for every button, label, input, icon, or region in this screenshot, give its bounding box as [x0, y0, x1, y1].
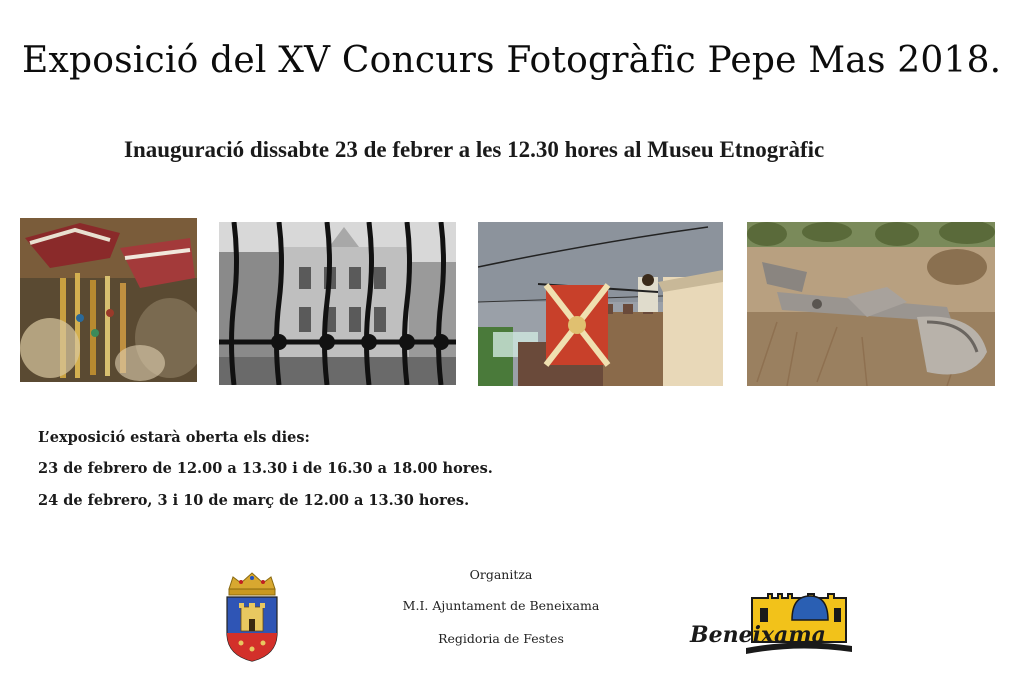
inauguration-subtitle: Inauguració dissabte 23 de febrer a les 12.30 hores al Museu Etnogràfic — [124, 137, 825, 162]
schedule-line-2: 24 de febrero, 3 i 10 de març de 12.00 a 13.30 hores. — [38, 492, 470, 509]
banner-on-castle-wall-photo — [478, 222, 723, 386]
beneixama-logo — [688, 590, 858, 658]
rusty-plough-photo — [747, 222, 995, 386]
schedule-line-1: 23 de febrero de 12.00 a 13.30 i de 16.30 a 18.00 hores. — [38, 460, 493, 477]
festival-costume-photo — [20, 218, 197, 382]
beneixama-logo-text: Beneixama — [690, 622, 826, 648]
organizer-name: M.I. Ajuntament de Beneixama — [402, 598, 600, 613]
page-title: Exposició del XV Concurs Fotogràfic Pepe Mas 2018. — [22, 40, 1002, 81]
coat-of-arms-logo — [219, 569, 285, 664]
schedule-heading: L’exposició estarà oberta els dies: — [38, 429, 310, 446]
town-hall-through-railing-photo — [219, 222, 456, 385]
organizer-department: Regidoria de Festes — [438, 631, 564, 646]
organizer-label: Organitza — [469, 567, 533, 582]
